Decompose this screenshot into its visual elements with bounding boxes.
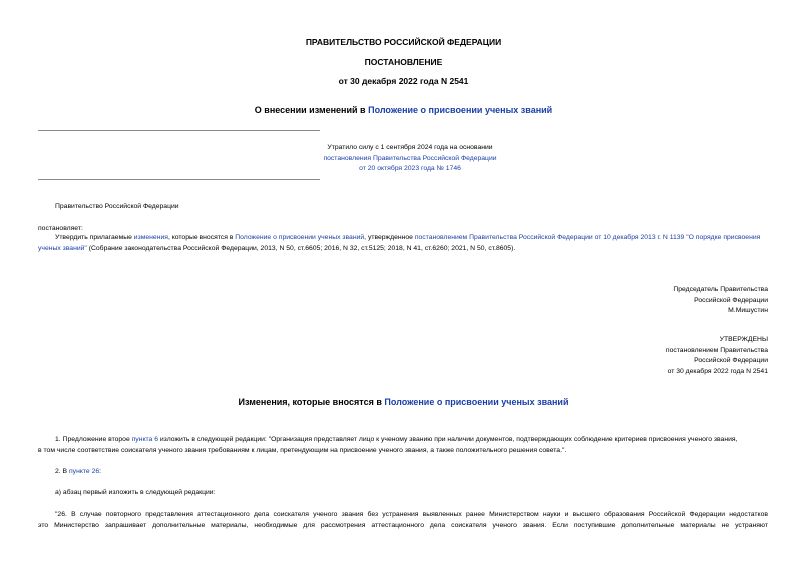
approved-block bbox=[666, 335, 768, 377]
quote-block bbox=[38, 510, 768, 531]
decides-text: постановляет: bbox=[38, 225, 83, 232]
approved-line2: постановлением Правительства bbox=[665, 346, 768, 354]
government-text: Правительство Российской Федерации bbox=[55, 203, 179, 210]
approve-paragraph bbox=[38, 233, 768, 254]
status-note-line1: Утратило силу с 1 сентября 2024 года на основании bbox=[327, 144, 493, 151]
changes-title-link[interactable]: Положение о присвоении ученых званий bbox=[384, 397, 569, 407]
doc-title-prefix: О внесении изменений в bbox=[254, 105, 369, 115]
signature-line2: Российской Федерации bbox=[694, 296, 768, 304]
quote-line2: это Министерство запрашивает дополнительные материалы, необходимые для рассмотрения аттестационного дела соискателя ученого звания. Если поступившие дополнительные материалы не устраняют bbox=[38, 521, 768, 529]
approve-text-2: , которые вносятся в bbox=[167, 234, 236, 241]
status-note-link-line2[interactable]: постановления Правительства Российской Федерации bbox=[323, 154, 497, 162]
approved-line1: УТВЕРЖДЕНЫ bbox=[719, 336, 768, 343]
item-2 bbox=[55, 467, 101, 478]
signature-line1: Председатель Правительства bbox=[673, 286, 768, 293]
doc-type: ПОСТАНОВЛЕНИЕ bbox=[364, 57, 443, 67]
regulation-link[interactable]: Положение о присвоении ученых званий bbox=[235, 234, 365, 241]
point-26-link[interactable]: пункте 26 bbox=[68, 468, 100, 475]
changes-title bbox=[0, 397, 807, 407]
divider-bottom bbox=[38, 179, 320, 180]
approved-line3: Российской Федерации bbox=[694, 357, 768, 364]
item-1-line2: в том числе соответствие соискателя ученого звания требованиям к лицам, претендующим на присвоение ученого звания, а также положительного решения совета.". bbox=[38, 446, 567, 454]
item-1-line1 bbox=[38, 435, 768, 446]
point-6-link[interactable]: пункта 6 bbox=[131, 436, 158, 443]
doc-date-number: от 30 декабря 2022 года N 2541 bbox=[338, 76, 469, 86]
org-title: ПРАВИТЕЛЬСТВО РОССИЙСКОЙ ФЕДЕРАЦИИ bbox=[305, 37, 502, 47]
item-2-text-2: : bbox=[99, 468, 102, 475]
item-2-text-1: 2. В bbox=[55, 468, 69, 475]
item-2a: а) абзац первый изложить в следующей редакции: bbox=[55, 489, 216, 496]
status-note bbox=[180, 143, 640, 175]
status-note-link-line3[interactable]: от 20 октября 2023 года № 1746 bbox=[359, 165, 461, 172]
quote-line1: "26. В случае повторного представления аттестационного дела соискателя ученого звания без устранения выявленных ранее Министерством науки и высшего образования Российской Федерации недостатков bbox=[55, 511, 768, 518]
divider-top bbox=[38, 130, 320, 131]
signature-line3: М.Мишустин bbox=[728, 307, 768, 314]
item-1-text-1: 1. Предложение второе bbox=[55, 436, 132, 443]
signature-block bbox=[673, 285, 768, 317]
item-1 bbox=[38, 435, 768, 456]
item-1-text-2: изложить в следующей редакции: "Организация представляет лицо к ученому званию при наличии документов, подтверждающих соблюдение критериев присвоения ученого звания, bbox=[158, 436, 738, 443]
resolution-1139-link[interactable]: постановлением Правительства Российской Федерации от 10 декабря 2013 г. N 1139 "О порядке присвоения ученых званий" bbox=[38, 234, 761, 252]
approve-text-1: Утвердить прилагаемые bbox=[55, 234, 134, 241]
doc-title-link[interactable]: Положение о присвоении ученых званий bbox=[368, 105, 553, 115]
approved-line4: от 30 декабря 2022 года N 2541 bbox=[667, 367, 768, 375]
doc-title bbox=[0, 105, 807, 115]
approve-text-4: (Собрание законодательства Российской Федерации, 2013, N 50, ст.6605; 2016, N 32, ст.5125; 2018, N 41, ст.6260; 2021, N 50, ст.8605). bbox=[86, 244, 516, 252]
approve-text-3: , утвержденное bbox=[364, 234, 415, 241]
changes-link[interactable]: изменения bbox=[133, 234, 168, 241]
changes-title-prefix: Изменения, которые вносятся в bbox=[238, 397, 385, 407]
